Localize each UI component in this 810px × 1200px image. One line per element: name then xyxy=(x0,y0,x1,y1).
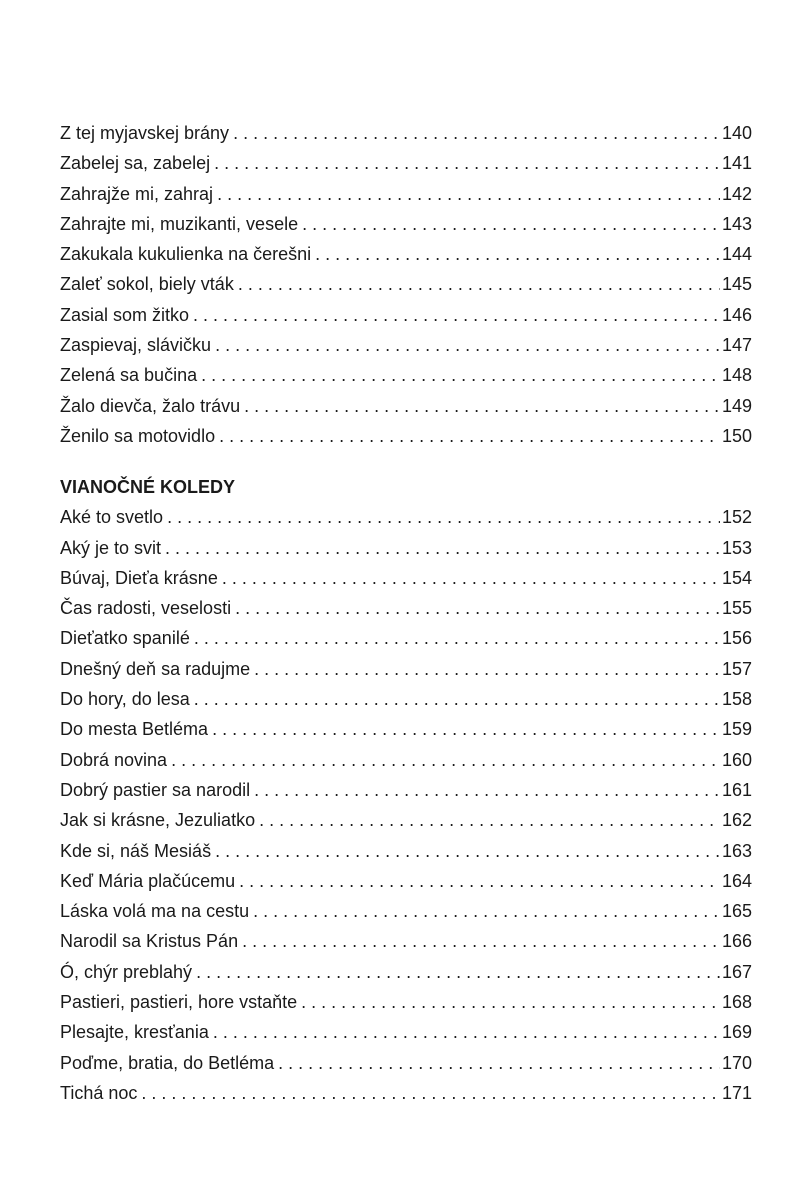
toc-entry-title: Zelená sa bučina xyxy=(60,365,198,386)
dot-leader xyxy=(254,654,720,684)
toc-entry-page-number: 158 xyxy=(721,689,752,710)
toc-entry-title: Narodil sa Kristus Pán xyxy=(60,931,239,952)
dot-leader xyxy=(235,593,720,623)
toc-entry-title: Zaspievaj, slávičku xyxy=(60,335,212,356)
toc-entry-page-number: 154 xyxy=(721,567,752,588)
toc-entry-page-number: 146 xyxy=(721,304,752,325)
toc-entry-title: Zahrajte mi, muzikanti, vesele xyxy=(60,213,299,234)
toc-entry-page-number: 163 xyxy=(721,840,752,861)
toc-entry-page-number: 152 xyxy=(721,507,752,528)
toc-entry-title: Ženilo sa motovidlo xyxy=(60,425,216,446)
dot-leader xyxy=(167,502,720,532)
dot-leader xyxy=(194,684,720,714)
toc-entry xyxy=(60,1048,752,1078)
toc-entry xyxy=(60,179,752,209)
toc-entry-page-number: 170 xyxy=(721,1052,752,1073)
dot-leader xyxy=(238,269,720,299)
toc-entry-page-number: 164 xyxy=(721,870,752,891)
toc-entry-title: Búvaj, Dieťa krásne xyxy=(60,567,218,588)
dot-leader xyxy=(222,563,720,593)
toc-entry-page-number: 145 xyxy=(721,274,752,295)
toc-entry-title: Do mesta Betléma xyxy=(60,719,209,740)
dot-leader xyxy=(214,148,720,178)
toc-entry-title: Zakukala kukulienka na čerešni xyxy=(60,244,312,265)
toc-entry-page-number: 160 xyxy=(721,749,752,770)
toc-entry xyxy=(60,836,752,866)
toc-entry-page-number: 162 xyxy=(721,810,752,831)
toc-entry xyxy=(60,654,752,684)
toc-entry-title: Z tej myjavskej brány xyxy=(60,123,230,143)
toc-entry-title: Zasial som žitko xyxy=(60,304,190,325)
dot-leader xyxy=(215,836,720,866)
toc-entry xyxy=(60,118,752,148)
toc-entry-page-number: 143 xyxy=(721,213,752,234)
toc-entry-title: Aký je to svit xyxy=(60,537,162,558)
toc-entry-page-number: 156 xyxy=(721,628,752,649)
toc-entry xyxy=(60,148,752,178)
toc-entry-title: Žalo dievča, žalo trávu xyxy=(60,395,241,416)
toc-entry xyxy=(60,330,752,360)
toc-entry-page-number: 165 xyxy=(721,901,752,922)
dot-leader xyxy=(233,118,720,148)
dot-leader xyxy=(278,1048,720,1078)
toc-entry-page-number: 144 xyxy=(721,244,752,265)
dot-leader xyxy=(212,714,720,744)
toc-entry xyxy=(60,563,752,593)
dot-leader xyxy=(141,1078,720,1108)
toc-entry xyxy=(60,300,752,330)
toc-entry-title: Láska volá ma na cestu xyxy=(60,901,250,922)
dot-leader xyxy=(254,775,720,805)
dot-leader xyxy=(165,533,720,563)
toc-entry xyxy=(60,1017,752,1047)
toc-entry xyxy=(60,866,752,896)
toc-entry xyxy=(60,239,752,269)
toc-entry-title: Dieťatko spanilé xyxy=(60,628,190,649)
dot-leader xyxy=(193,300,720,330)
toc-entry-page-number: 142 xyxy=(721,183,752,204)
toc-entry-title: Zaleť sokol, biely vták xyxy=(60,274,234,295)
toc-entry-page-number: 171 xyxy=(721,1082,752,1103)
toc-entry-title: Zahrajže mi, zahraj xyxy=(60,183,214,204)
dot-leader xyxy=(217,179,720,209)
toc-entry-page-number: 147 xyxy=(721,335,752,356)
toc-entry-page-number: 159 xyxy=(721,719,752,740)
dot-leader xyxy=(213,1017,720,1047)
dot-leader xyxy=(302,209,720,239)
toc-entry xyxy=(60,926,752,956)
toc-entry-page-number: 169 xyxy=(721,1022,752,1043)
toc-entry-title: Aké to svetlo xyxy=(60,507,164,528)
dot-leader xyxy=(244,391,720,421)
dot-leader xyxy=(201,360,720,390)
toc-entry xyxy=(60,1078,752,1108)
toc-entry-title: Tichá noc xyxy=(60,1082,138,1103)
toc-entry-page-number: 149 xyxy=(721,395,752,416)
toc-entry-title: Poďme, bratia, do Betléma xyxy=(60,1052,275,1073)
toc-list-folk-songs xyxy=(60,118,752,451)
toc-entry-page-number: 166 xyxy=(721,931,752,952)
dot-leader xyxy=(259,805,720,835)
toc-entry xyxy=(60,391,752,421)
toc-entry-title: Ó, chýr preblahý xyxy=(60,961,193,982)
toc-entry xyxy=(60,987,752,1017)
dot-leader xyxy=(239,866,720,896)
toc-entry-title: Dnešný deň sa radujme xyxy=(60,658,251,679)
toc-entry-title: Jak si krásne, Jezuliatko xyxy=(60,810,256,831)
toc-entry-page-number: 168 xyxy=(721,992,752,1013)
table-of-contents-page xyxy=(60,118,752,1108)
dot-leader xyxy=(301,987,720,1017)
dot-leader xyxy=(196,957,720,987)
dot-leader xyxy=(194,623,720,653)
toc-entry-page-number: 150 xyxy=(721,425,752,446)
toc-entry xyxy=(60,360,752,390)
toc-entry-page-number: 148 xyxy=(721,365,752,386)
toc-entry xyxy=(60,957,752,987)
toc-entry-title: Zabelej sa, zabelej xyxy=(60,153,211,174)
toc-entry xyxy=(60,421,752,451)
toc-entry-page-number: 167 xyxy=(721,961,752,982)
section-heading: VIANOČNÉ KOLEDY xyxy=(60,477,236,498)
toc-entry xyxy=(60,269,752,299)
dot-leader xyxy=(315,239,720,269)
toc-entry-title: Keď Mária plačúcemu xyxy=(60,870,236,891)
toc-entry-title: Pastieri, pastieri, hore vstaňte xyxy=(60,992,298,1013)
toc-list-christmas-carols xyxy=(60,502,752,1108)
toc-entry-title: Čas radosti, veselosti xyxy=(60,598,232,619)
toc-entry-title: Dobrý pastier sa narodil xyxy=(60,779,251,800)
toc-entry xyxy=(60,623,752,653)
dot-leader xyxy=(215,330,720,360)
dot-leader xyxy=(253,896,720,926)
toc-entry xyxy=(60,745,752,775)
toc-entry xyxy=(60,593,752,623)
dot-leader xyxy=(242,926,720,956)
toc-entry-page-number: 153 xyxy=(721,537,752,558)
toc-entry xyxy=(60,502,752,532)
toc-entry xyxy=(60,775,752,805)
toc-entry xyxy=(60,684,752,714)
toc-entry-page-number: 141 xyxy=(721,153,752,174)
toc-entry-title: Plesajte, kresťania xyxy=(60,1022,209,1043)
toc-entry-page-number: 155 xyxy=(721,598,752,619)
section-spacer xyxy=(60,451,752,472)
toc-entry xyxy=(60,209,752,239)
toc-entry-title: Do hory, do lesa xyxy=(60,689,190,710)
toc-entry-title: Kde si, náš Mesiáš xyxy=(60,840,212,861)
toc-entry xyxy=(60,714,752,744)
toc-entry xyxy=(60,533,752,563)
dot-leader xyxy=(171,745,720,775)
toc-entry-page-number: 157 xyxy=(721,658,752,679)
toc-entry-page-number: 161 xyxy=(721,779,752,800)
toc-entry xyxy=(60,805,752,835)
toc-entry-page-number: 140 xyxy=(721,123,752,143)
toc-entry xyxy=(60,896,752,926)
dot-leader xyxy=(219,421,720,451)
toc-entry-title: Dobrá novina xyxy=(60,749,168,770)
